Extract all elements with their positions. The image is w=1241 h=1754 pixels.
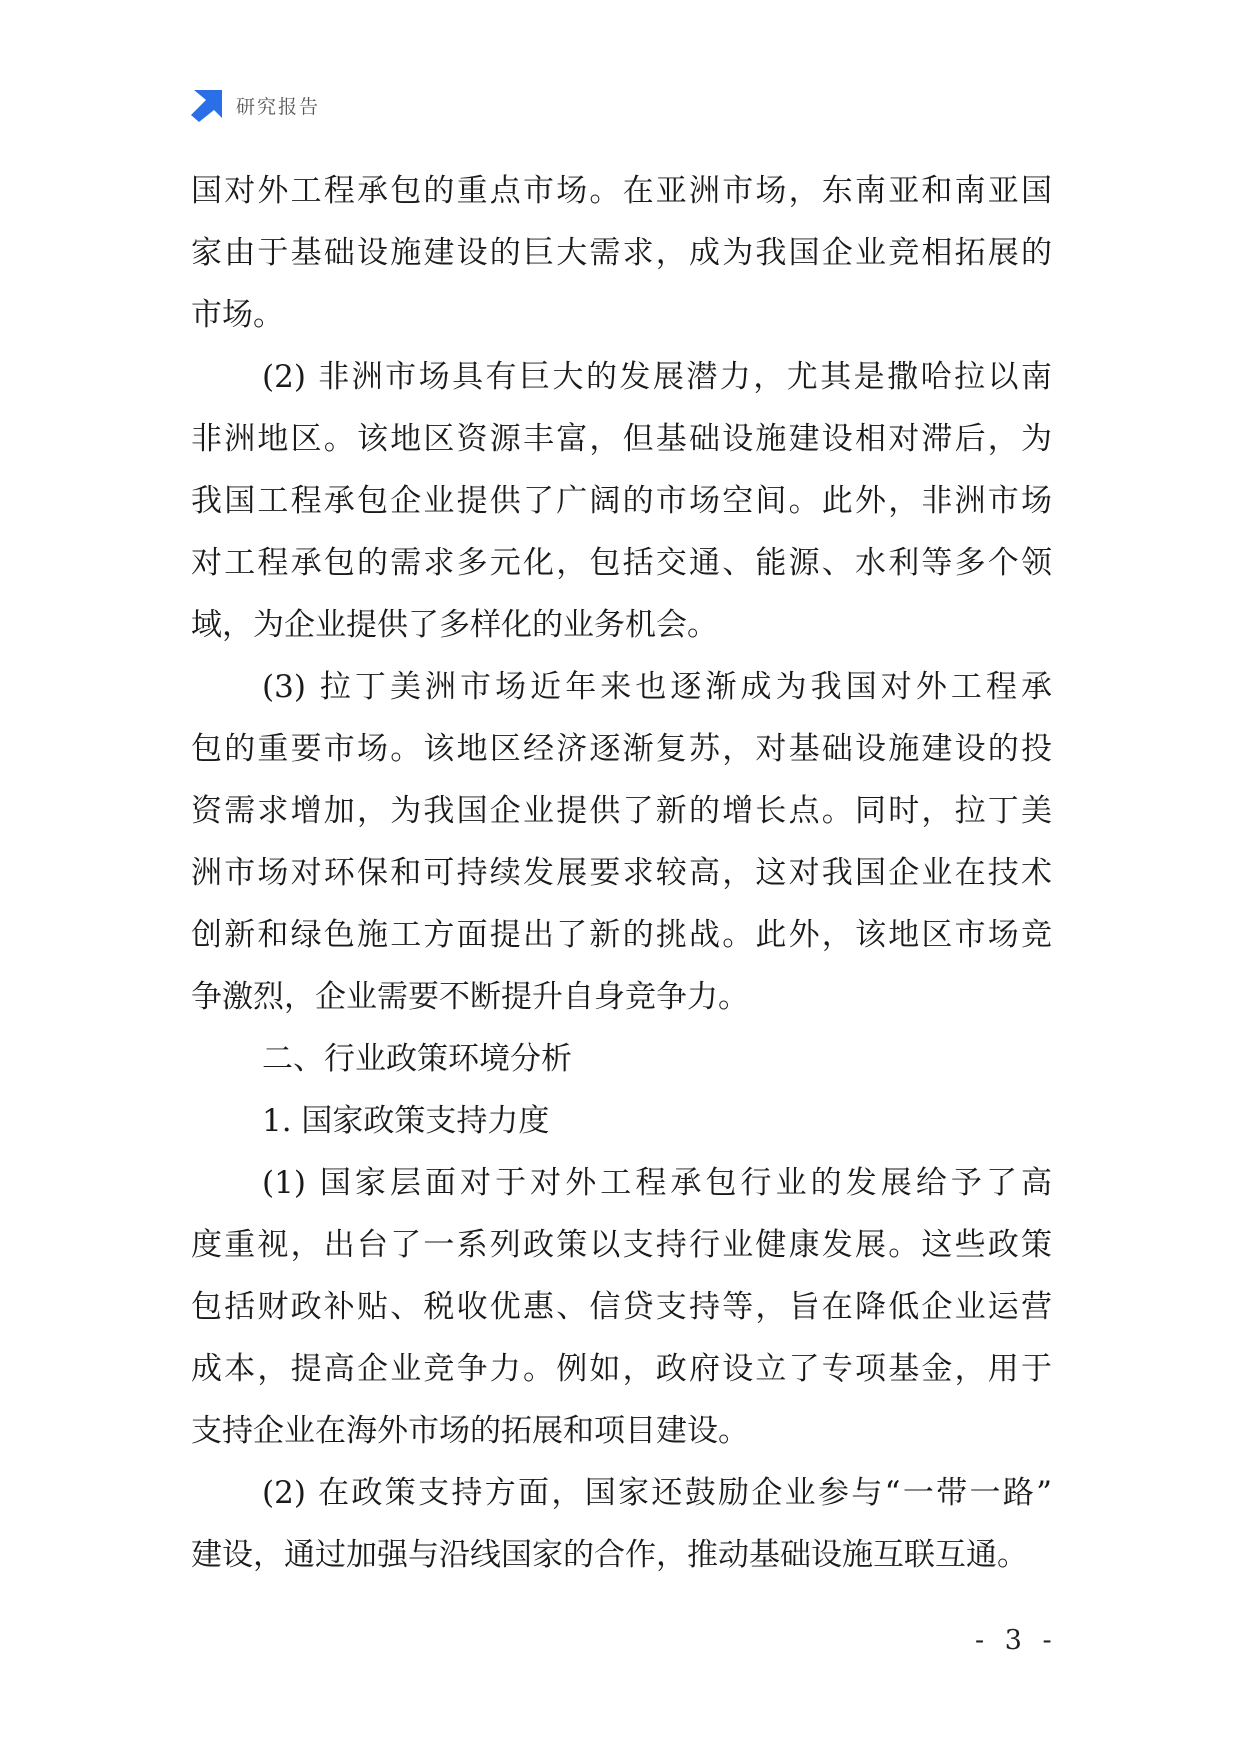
text-line: 支持企业在海外市场的拓展和项目建设。 [191, 1413, 749, 1449]
paragraph-national-policy [191, 1152, 1052, 1462]
document-body [191, 160, 1052, 1586]
text-line: 非洲地区。该地区资源丰富，但基础设施建设相对滞后，为 [191, 421, 1052, 457]
text-line: (2) 非洲市场具有巨大的发展潜力，尤其是撒哈拉以南 [262, 359, 1052, 395]
report-header [190, 88, 320, 122]
text-line: 我国工程承包企业提供了广阔的市场空间。此外，非洲市场 [191, 483, 1052, 519]
text-line: 资需求增加，为我国企业提供了新的增长点。同时，拉丁美 [191, 793, 1052, 829]
text-line: 创新和绿色施工方面提出了新的挑战。此外，该地区市场竞 [191, 917, 1052, 953]
section-heading: 二、行业政策环境分析 [262, 1041, 572, 1077]
paragraph-belt-and-road [191, 1462, 1052, 1586]
text-line: 市场。 [191, 297, 284, 333]
text-line: 建设，通过加强与沿线国家的合作，推动基础设施互联互通。 [191, 1537, 1028, 1573]
text-line: 洲市场对环保和可持续发展要求较高，这对我国企业在技术 [191, 855, 1052, 891]
text-line: 成本，提高企业竞争力。例如，政府设立了专项基金，用于 [191, 1351, 1052, 1387]
text-line: 国对外工程承包的重点市场。在亚洲市场，东南亚和南亚国 [191, 173, 1052, 209]
text-line: (1) 国家层面对于对外工程承包行业的发展给予了高 [262, 1165, 1052, 1201]
subsection-heading: 1. 国家政策支持力度 [262, 1103, 550, 1139]
text-line: 域，为企业提供了多样化的业务机会。 [191, 607, 718, 643]
text-line: 包括财政补贴、税收优惠、信贷支持等，旨在降低企业运营 [191, 1289, 1052, 1325]
text-line: 包的重要市场。该地区经济逐渐复苏，对基础设施建设的投 [191, 731, 1052, 767]
text-line: (2) 在政策支持方面，国家还鼓励企业参与“一带一路” [262, 1475, 1052, 1511]
header-title: 研究报告 [236, 95, 321, 118]
paragraph-africa-market [191, 346, 1052, 656]
text-line: (3) 拉丁美洲市场近年来也逐渐成为我国对外工程承 [262, 669, 1052, 705]
text-line: 度重视，出台了一系列政策以支持行业健康发展。这些政策 [191, 1227, 1052, 1263]
text-line: 对工程承包的需求多元化，包括交通、能源、水利等多个领 [191, 545, 1052, 581]
paragraph-latin-america-market [191, 656, 1052, 1028]
paragraph-asia-market [191, 160, 1052, 346]
text-line: 家由于基础设施建设的巨大需求，成为我国企业竞相拓展的 [191, 235, 1052, 271]
text-line: 争激烈，企业需要不断提升自身竞争力。 [191, 979, 749, 1015]
page-number: - 3 - [975, 1625, 1058, 1656]
arrow-up-right-icon [190, 88, 224, 122]
